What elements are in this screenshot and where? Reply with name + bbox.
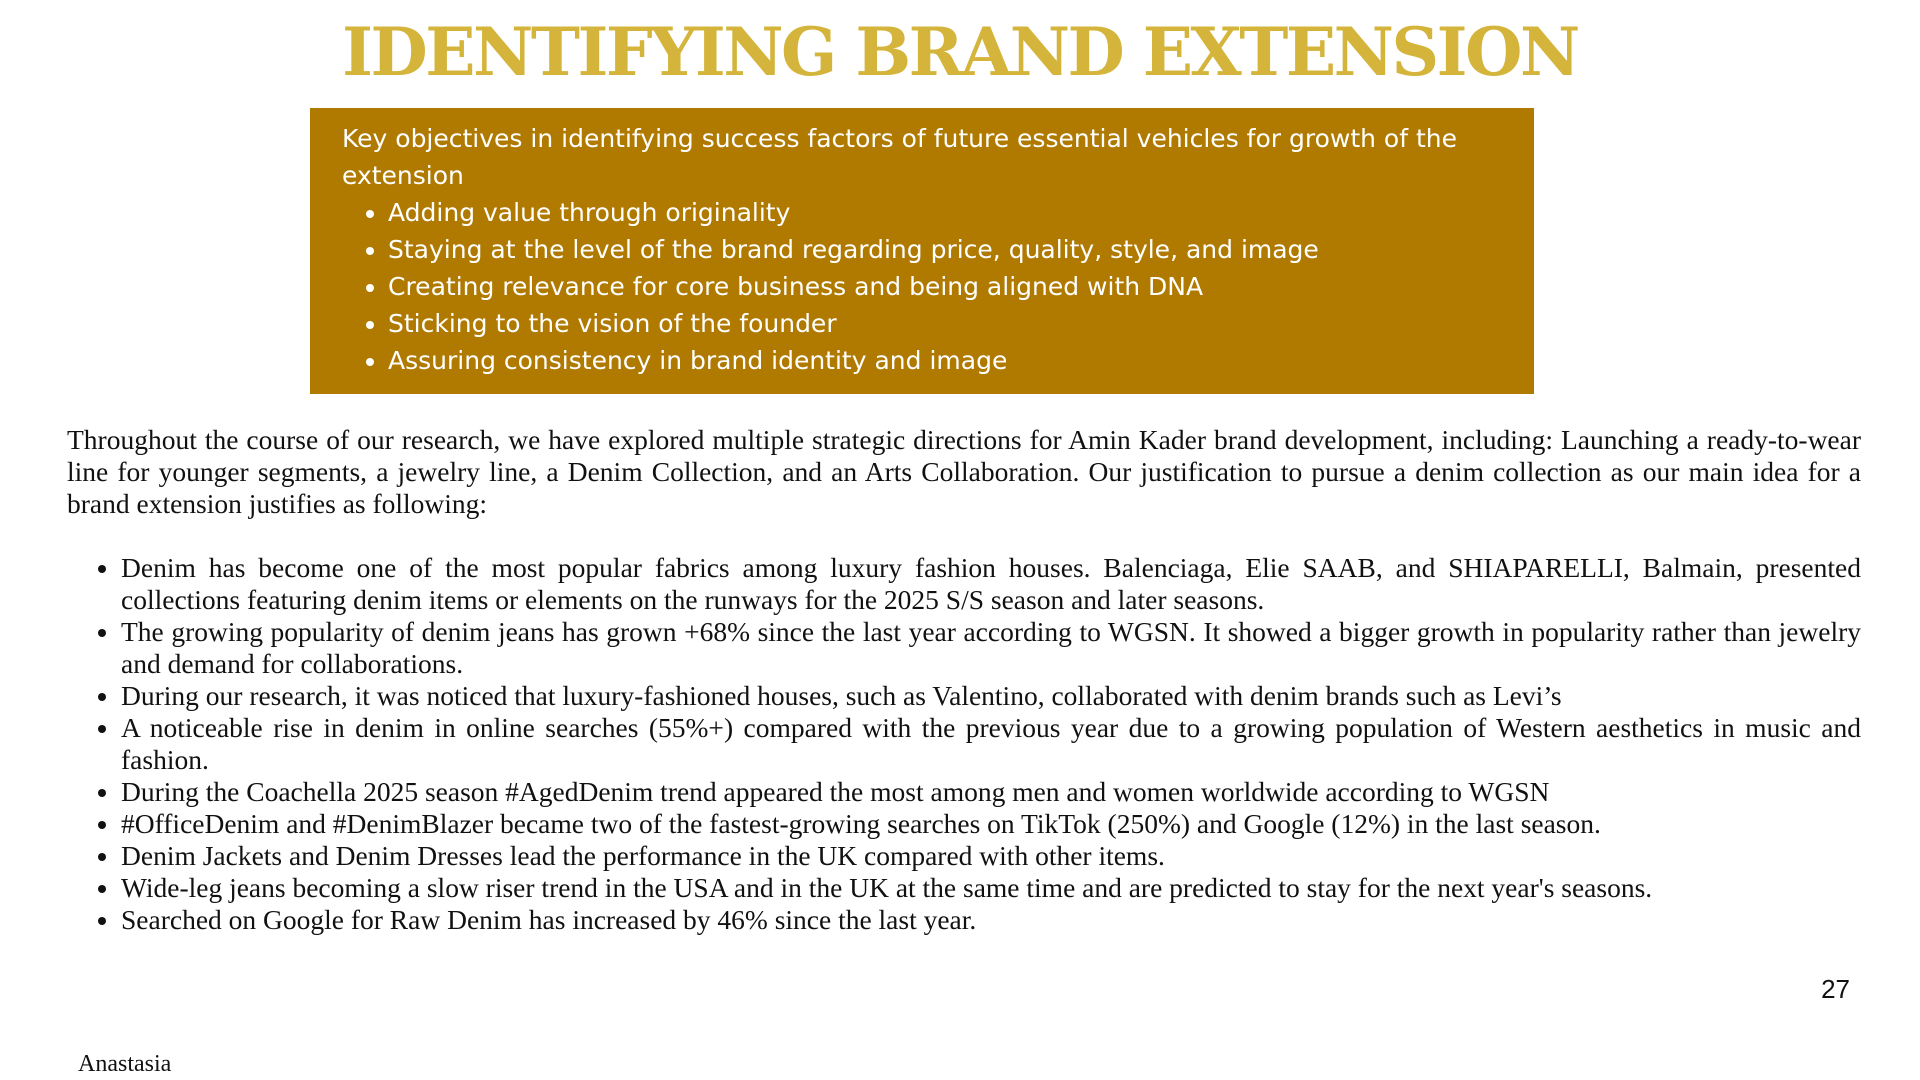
- author-name: Anastasia: [78, 1051, 172, 1077]
- findings-list: [67, 552, 1861, 936]
- objective-item: • Creating relevance for core business and being aligned with DNA: [388, 268, 1504, 305]
- finding-item: • Searched on Google for Raw Denim has increased by 46% since the last year.: [121, 904, 1861, 936]
- objectives-box: [310, 108, 1534, 394]
- objectives-list: [342, 194, 1504, 379]
- finding-item: • During the Coachella 2025 season #AgedDenim trend appeared the most among men and women worldwide according to WGSN: [121, 776, 1861, 808]
- finding-item: • Denim Jackets and Denim Dresses lead the performance in the UK compared with other items.: [121, 840, 1861, 872]
- page-number: 27: [1821, 974, 1850, 1004]
- objective-item: • Adding value through originality: [388, 194, 1504, 231]
- body-text: [67, 424, 1861, 936]
- finding-item: • During our research, it was noticed that luxury-fashioned houses, such as Valentino, collaborated with denim brands such as Levi’s: [121, 680, 1861, 712]
- objective-item: • Staying at the level of the brand regarding price, quality, style, and image: [388, 231, 1504, 268]
- slide-title: IDENTIFYING BRAND EXTENSION: [342, 13, 1578, 91]
- objective-item: • Sticking to the vision of the founder: [388, 305, 1504, 342]
- finding-item: • A noticeable rise in denim in online searches (55%+) compared with the previous year due to a growing population of Western aesthetics in music and fashion.: [121, 712, 1861, 776]
- finding-item: • Wide-leg jeans becoming a slow riser trend in the USA and in the UK at the same time and are predicted to stay for the next year's seasons.: [121, 872, 1861, 904]
- finding-item: • The growing popularity of denim jeans has grown +68% since the last year according to WGSN. It showed a bigger growth in popularity rather than jewelry and demand for collaborations.: [121, 616, 1861, 680]
- objectives-intro: Key objectives in identifying success factors of future essential vehicles for growth of the extension: [342, 124, 1457, 190]
- intro-paragraph: Throughout the course of our research, we have explored multiple strategic directions for Amin Kader brand development, including: Launching a ready-to-wear line for younger segments, a jewelry line, a Denim Collection, and an Arts Collaboration. Our justification to pursue a denim collection as our main idea for a brand extension justifies as following:: [67, 424, 1861, 519]
- finding-item: • #OfficeDenim and #DenimBlazer became two of the fastest-growing searches on TikTok (250%) and Google (12%) in the last season.: [121, 808, 1861, 840]
- objective-item: • Assuring consistency in brand identity and image: [388, 342, 1504, 379]
- finding-item: • Denim has become one of the most popular fabrics among luxury fashion houses. Balenciaga, Elie SAAB, and SHIAPARELLI, Balmain, presented collections featuring denim items or elements on the runways for the 2025 S/S season and later seasons.: [121, 552, 1861, 616]
